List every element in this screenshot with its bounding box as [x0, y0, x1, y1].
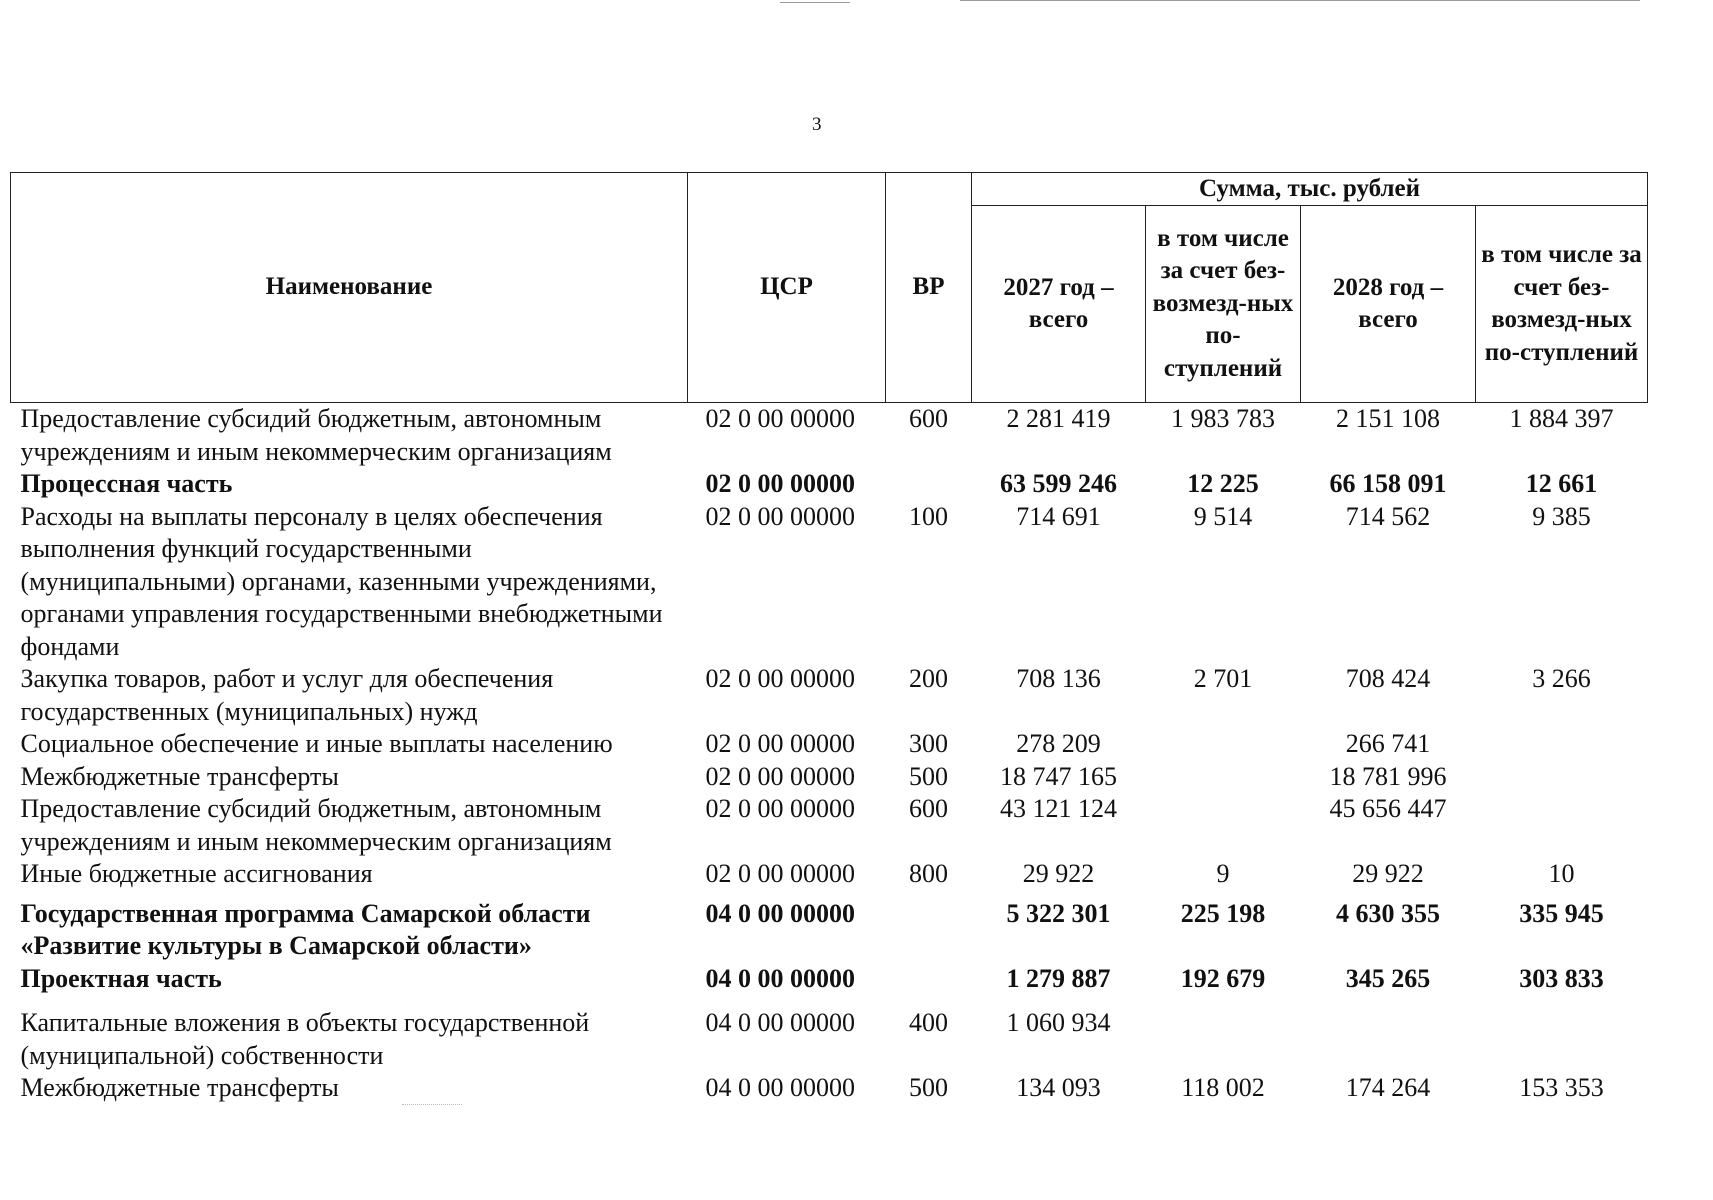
- row-2028-gratuitous: 303 833: [1519, 963, 1604, 993]
- header-name: Наименование: [11, 173, 688, 403]
- row-2028-total: 266 741: [1345, 729, 1431, 758]
- table-header: [11, 173, 1648, 403]
- row-2027-total: 2 281 419: [1006, 404, 1111, 433]
- row-vr: 800: [909, 859, 948, 888]
- row-2028-total: 708 424: [1345, 664, 1431, 693]
- table-row: [11, 761, 1648, 794]
- row-2028-total: 2 151 108: [1336, 404, 1440, 433]
- row-name: Социальное обеспечение и иные выплаты населению: [20, 729, 613, 758]
- row-2027-total: 708 136: [1016, 664, 1101, 693]
- row-2028-total: 174 264: [1345, 1073, 1431, 1102]
- row-csr: 04 0 00 00000: [705, 898, 855, 928]
- row-csr: 04 0 00 00000: [705, 1008, 855, 1037]
- header-2028-total: 2028 год – всего: [1301, 206, 1476, 403]
- row-2027-total: 1 060 934: [1006, 1008, 1111, 1037]
- row-name: Процессная часть: [20, 469, 233, 498]
- table-row: [11, 403, 1648, 469]
- row-2027-gratuitous: 225 198: [1180, 898, 1266, 928]
- table-row: [11, 728, 1648, 761]
- row-2027-gratuitous: [1146, 761, 1301, 794]
- row-2027-total: 43 121 124: [1000, 794, 1117, 823]
- row-2028-gratuitous: [1476, 995, 1648, 1072]
- row-2027-total: 29 922: [1022, 859, 1095, 888]
- row-2027-total: 18 747 165: [1000, 761, 1117, 791]
- header-2027-gratuitous: в том числе за счет без-возмезд-ных по-ступлений: [1146, 206, 1301, 403]
- row-name: Межбюджетные трансферты: [20, 1073, 339, 1102]
- table-row: [11, 963, 1648, 996]
- row-name: Проектная часть: [20, 963, 222, 993]
- row-vr: 600: [909, 404, 948, 433]
- row-vr: [886, 963, 972, 996]
- row-2028-total: 29 922: [1352, 859, 1424, 888]
- row-2028-gratuitous: 335 945: [1519, 898, 1604, 928]
- row-csr: 02 0 00 00000: [705, 501, 855, 531]
- row-vr: 400: [909, 1008, 948, 1037]
- row-2028-gratuitous: 12 661: [1525, 469, 1598, 498]
- row-2028-total: 4 630 355: [1336, 898, 1440, 928]
- scan-edge-line: [960, 0, 1640, 1]
- row-vr: 500: [909, 761, 948, 791]
- row-vr: [886, 468, 972, 501]
- row-csr: 02 0 00 00000: [705, 664, 855, 693]
- row-2027-gratuitous: 9: [1216, 859, 1230, 888]
- row-2028-gratuitous: 10: [1548, 859, 1575, 888]
- row-name: Расходы на выплаты персоналу в целях обеспечения выполнения функций государственными (муниципальными) органами, казенными учреждениями, органами управления государственными внебюджетными фондами: [20, 501, 663, 661]
- table-row: [11, 995, 1648, 1072]
- row-2027-gratuitous: [1146, 995, 1301, 1072]
- table-row: [11, 1072, 1648, 1105]
- row-name: Капитальные вложения в объекты государственной (муниципальной) собственности: [20, 1008, 590, 1070]
- row-2028-gratuitous: [1476, 728, 1648, 761]
- row-2028-total: 45 656 447: [1329, 794, 1447, 823]
- row-2027-gratuitous: 2 701: [1193, 664, 1253, 693]
- row-vr: 200: [909, 664, 948, 693]
- table-row: [11, 891, 1648, 963]
- budget-table-container: [10, 172, 1647, 1105]
- row-name: Межбюджетные трансферты: [20, 761, 339, 791]
- row-2028-total: 345 265: [1345, 963, 1431, 993]
- row-2027-gratuitous: 12 225: [1187, 469, 1259, 498]
- table-row: [11, 858, 1648, 891]
- row-csr: 04 0 00 00000: [705, 1073, 855, 1102]
- row-vr: 300: [909, 729, 948, 758]
- page-number: 3: [812, 114, 822, 135]
- scan-artifact: [402, 1104, 462, 1109]
- row-name: Иные бюджетные ассигнования: [20, 859, 373, 888]
- budget-table: [10, 172, 1648, 1105]
- row-2027-gratuitous: [1146, 728, 1301, 761]
- header-vr: ВР: [886, 173, 972, 403]
- row-2027-total: 278 209: [1016, 729, 1101, 758]
- row-vr: 100: [909, 501, 948, 531]
- row-csr: 02 0 00 00000: [705, 761, 855, 791]
- table-row: [11, 663, 1648, 728]
- row-2028-total: 714 562: [1345, 501, 1431, 531]
- table-body: [11, 403, 1648, 1105]
- row-2028-total: [1301, 995, 1476, 1072]
- row-csr: 02 0 00 00000: [705, 404, 855, 433]
- row-2027-total: 5 322 301: [1006, 898, 1111, 928]
- row-2028-total: 18 781 996: [1329, 761, 1447, 791]
- table-row: [11, 793, 1648, 858]
- row-name: Предоставление субсидий бюджетным, автономным учреждениям и иным некоммерческим организациям: [20, 404, 612, 466]
- scan-edge-line: [780, 2, 850, 3]
- row-2028-gratuitous: [1476, 793, 1648, 858]
- row-2027-gratuitous: 118 002: [1181, 1073, 1265, 1102]
- row-csr: 02 0 00 00000: [705, 859, 855, 888]
- header-csr: ЦСР: [688, 173, 886, 403]
- row-2028-gratuitous: 153 353: [1519, 1073, 1604, 1102]
- row-2027-total: 714 691: [1016, 501, 1101, 531]
- row-csr: 04 0 00 00000: [705, 963, 855, 993]
- header-2028-gratuitous: в том числе за счет без-возмезд-ных по-ступлений: [1476, 206, 1648, 403]
- row-vr: 600: [909, 794, 948, 823]
- header-2027-total: 2027 год – всего: [972, 206, 1146, 403]
- row-2028-gratuitous: 3 266: [1532, 664, 1591, 693]
- row-2028-total: 66 158 091: [1329, 469, 1447, 498]
- row-2027-gratuitous: 192 679: [1180, 963, 1266, 993]
- header-sum-title: Сумма, тыс. рублей: [972, 173, 1648, 206]
- table-row: [11, 501, 1648, 664]
- row-csr: 02 0 00 00000: [705, 729, 855, 758]
- row-2027-total: 1 279 887: [1006, 963, 1111, 993]
- row-2027-gratuitous: 9 514: [1193, 501, 1253, 531]
- row-csr: 02 0 00 00000: [705, 469, 855, 498]
- row-csr: 02 0 00 00000: [705, 794, 855, 823]
- row-name: Предоставление субсидий бюджетным, автономным учреждениям и иным некоммерческим организациям: [20, 794, 612, 856]
- row-2028-gratuitous: 9 385: [1532, 501, 1591, 531]
- row-2028-gratuitous: [1476, 761, 1648, 794]
- row-vr: [886, 891, 972, 963]
- row-name: Государственная программа Самарской области «Развитие культуры в Самарской области»: [20, 898, 591, 960]
- row-2027-total: 63 599 246: [1000, 469, 1117, 498]
- row-2028-gratuitous: 1 884 397: [1509, 404, 1614, 433]
- row-2027-gratuitous: [1146, 793, 1301, 858]
- row-2027-gratuitous: 1 983 783: [1171, 404, 1275, 433]
- row-2027-total: 134 093: [1016, 1073, 1101, 1102]
- row-name: Закупка товаров, работ и услуг для обеспечения государственных (муниципальных) нужд: [20, 664, 554, 726]
- row-vr: 500: [909, 1073, 948, 1102]
- table-row: [11, 468, 1648, 501]
